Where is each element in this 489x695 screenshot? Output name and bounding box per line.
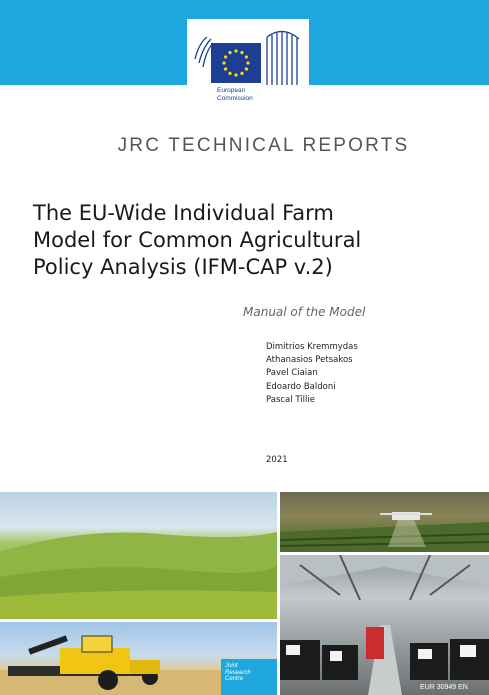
author-name: Edoardo Baldoni [266, 381, 336, 392]
publication-year: 2021 [266, 455, 288, 465]
logo-wordmark [217, 87, 253, 102]
author-name: Athanasios Petsakos [266, 355, 353, 366]
author-name: Dimitrios Kremmydas [266, 342, 358, 352]
logo-background [187, 19, 309, 112]
series-title: JRC TECHNICAL REPORTS [117, 135, 410, 156]
author-name: Pavel Ciaian [266, 368, 318, 379]
eu-flag-icon [211, 43, 261, 83]
logo-line2: Commission [217, 94, 253, 102]
title-line3: Policy Analysis (IFM-CAP v.2) [33, 255, 333, 279]
report-subtitle: Manual of the Model [243, 305, 366, 319]
jrc-line3: Centre [225, 676, 244, 682]
photo-agricultural-drone [280, 492, 489, 552]
report-title [33, 200, 453, 281]
jrc-line2: Research [225, 669, 251, 676]
report-number: EUR 30949 EN [420, 684, 468, 691]
title-line1: The EU-Wide Individual Farm [33, 201, 334, 225]
author-list [266, 341, 358, 407]
photo-dairy-barn [280, 555, 489, 695]
jrc-label [221, 659, 277, 695]
author-name: Pascal Tillie [266, 394, 315, 405]
title-line2: Model for Common Agricultural [33, 228, 362, 252]
european-commission-logo [187, 19, 309, 112]
photo-green-field [0, 492, 277, 619]
jrc-line1: Joint [225, 663, 238, 669]
logo-line1: European [217, 87, 246, 94]
